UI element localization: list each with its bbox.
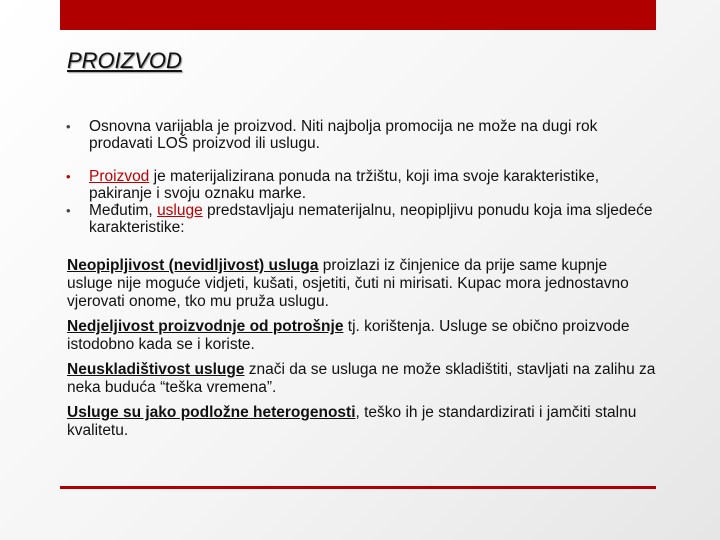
bullet-text: predstavljaju nematerijalnu, neopipljivu ponudu koja ima sljedeće karakteristike: <box>89 202 653 236</box>
highlight-term: Proizvod <box>89 168 150 185</box>
paragraph-text: proizlazi iz činjenice da prije same kupnje usluge nije moguće vidjeti, kušati, osjetiti, čuti ni mirisati. Kupac mora jednostavno vjerovati onome, tko mu pruža uslugu. <box>67 257 629 310</box>
bullet-list <box>66 118 656 236</box>
paragraph-text: znači da se usluga ne može skladištiti, stavljati na zalihu za neka buduća “teška vremena”. <box>67 361 656 396</box>
bullet-dot-icon: • <box>66 169 71 184</box>
top-accent-bar <box>60 0 656 30</box>
paragraph-term: Usluge su jako podložne heterogenosti <box>67 404 356 421</box>
paragraph-intangibility <box>67 257 657 311</box>
characteristics-section <box>67 257 657 447</box>
bullet-lead: Međutim, <box>89 202 158 219</box>
bullet-item-2 <box>66 168 656 202</box>
bullet-dot-icon: • <box>66 203 71 218</box>
bullet-item-3 <box>66 202 656 236</box>
paragraph-term: Nedjeljivost proizvodnje od potrošnje <box>67 318 344 335</box>
bullet-text: Osnovna varijabla je proizvod. Niti najbolja promocija ne može na dugi rok prodavati LOŠ proizvod ili uslugu. <box>89 118 598 152</box>
bullet-text: je materijalizirana ponuda na tržištu, koji ima svoje karakteristike, pakiranje i svoju oznaku marke. <box>89 168 600 202</box>
bottom-accent-line <box>60 486 656 489</box>
paragraph-text: , teško ih je standardizirati i jamčiti stalnu kvalitetu. <box>67 404 637 439</box>
bullet-item-1 <box>66 118 656 152</box>
slide-title: PROIZVOD <box>67 48 182 73</box>
paragraph-term: Neopipljivost (nevidljivost) usluga <box>67 257 319 274</box>
paragraph-perishability <box>67 361 657 397</box>
bullet-dot-icon: • <box>66 119 71 134</box>
paragraph-heterogeneity <box>67 404 657 440</box>
highlight-term: usluge <box>157 202 203 219</box>
paragraph-text: tj. korištenja. Usluge se obično proizvode istodobno kada se i koriste. <box>67 318 630 353</box>
paragraph-term: Neuskladištivost usluge <box>67 361 245 378</box>
paragraph-inseparability <box>67 318 657 354</box>
